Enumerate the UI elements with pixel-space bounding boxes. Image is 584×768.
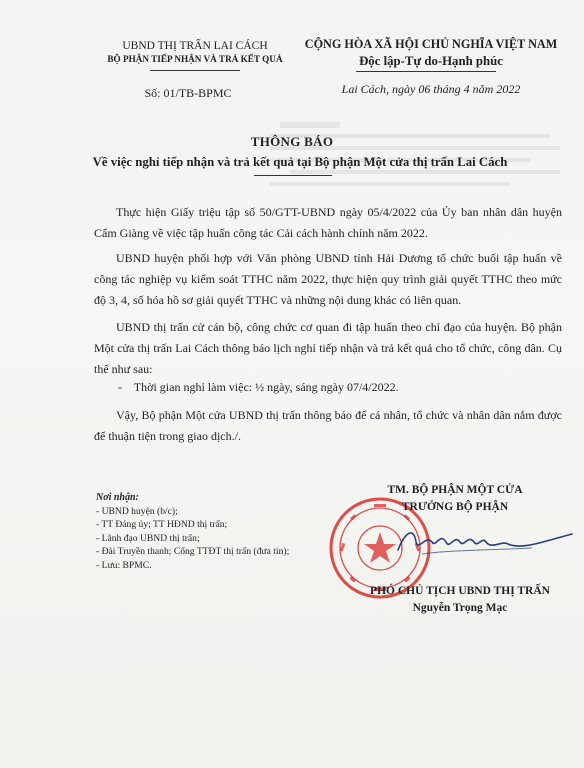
place-date: Lai Cách, ngày 06 tháng 4 năm 2022 xyxy=(341,82,521,96)
document-title: THÔNG BÁO xyxy=(250,134,334,149)
recipients-block xyxy=(96,491,356,572)
recipient-item: - Lãnh đạo UBND thị trấn; xyxy=(96,532,200,544)
motto-underline xyxy=(356,71,496,72)
schedule-bullet: - Thời gian nghỉ làm việc: ½ ngày, sáng ngày 07/4/2022. xyxy=(118,380,399,394)
agency-underline xyxy=(150,70,240,71)
paragraph-text: Thực hiện Giấy triệu tập số 50/GTT-UBND ngày 05/4/2022 của Ủy ban nhân dân huyện Cẩm Giàng về việc tập huấn công tác Cải cách hành chính năm 2022. xyxy=(94,205,562,240)
agency-name: UBND THỊ TRẤN LAI CÁCH xyxy=(122,40,268,52)
document-subtitle: Về việc nghỉ tiếp nhận và trả kết quả tại Bộ phận Một cửa thị trấn Lai Cách xyxy=(92,155,508,169)
subtitle-underline xyxy=(254,175,332,176)
recipient-item: - UBND huyện (b/c); xyxy=(96,505,178,517)
national-heading xyxy=(290,36,572,70)
recipient-item: - Đài Truyền thanh; Cổng TTĐT thị trấn (đưa tin); xyxy=(96,546,290,557)
signer-title-block xyxy=(370,482,540,516)
handwritten-signature xyxy=(392,520,576,560)
recipients-header: Nơi nhận: xyxy=(96,492,139,503)
recipient-item: - TT Đảng ủy; TT HĐND thị trấn; xyxy=(96,519,228,530)
national-motto: Độc lập-Tự do-Hạnh phúc xyxy=(359,54,503,68)
body-paragraph-1 xyxy=(94,202,562,244)
body-paragraph-4 xyxy=(94,405,562,447)
agency-block xyxy=(88,40,302,66)
paragraph-text: UBND huyện phối hợp với Văn phòng UBND tỉnh Hải Dương tổ chức buổi tập huấn về công tác nghiệp vụ kiểm soát TTHC năm 2022, thực hiện quy trình giải quyết TTHC theo mức độ 3, 4, số hóa hồ sơ giải quyết TTHC và những nội dung khác có liên quan. xyxy=(94,251,562,307)
signer-name-block xyxy=(340,583,580,617)
signer-on-behalf: TM. BỘ PHẬN MỘT CỬA xyxy=(387,484,523,496)
paragraph-text: Vậy, Bộ phận Một cửa UBND thị trấn thông báo để cá nhân, tổ chức và nhân dân nắm được để thuận tiện trong giao dịch./. xyxy=(94,408,562,443)
signer-position: TRƯỞNG BỘ PHẬN xyxy=(401,501,509,513)
recipient-item: - Lưu: BPMC. xyxy=(96,559,152,571)
signer-name: Nguyễn Trọng Mạc xyxy=(412,602,508,614)
country-name: CỘNG HÒA XÃ HỘI CHỦ NGHĨA VIỆT NAM xyxy=(304,37,558,51)
paragraph-text: UBND thị trấn cử cán bộ, công chức cơ quan đi tập huấn theo chỉ đạo của huyện. Bộ phận Một cửa thị trấn Lai Cách thông báo lịch nghỉ tiếp nhận và trả kết quả cho tổ chức, công dân. Cụ thể như sau: xyxy=(94,320,562,376)
body-paragraph-3 xyxy=(94,317,562,380)
document-number: Số: 01/TB-BPMC xyxy=(144,86,232,100)
agency-unit: BỘ PHẬN TIẾP NHẬN VÀ TRẢ KẾT QUẢ xyxy=(107,54,283,64)
body-paragraph-2 xyxy=(94,248,562,311)
signer-office: PHÓ CHỦ TỊCH UBND THỊ TRẤN xyxy=(370,585,550,597)
